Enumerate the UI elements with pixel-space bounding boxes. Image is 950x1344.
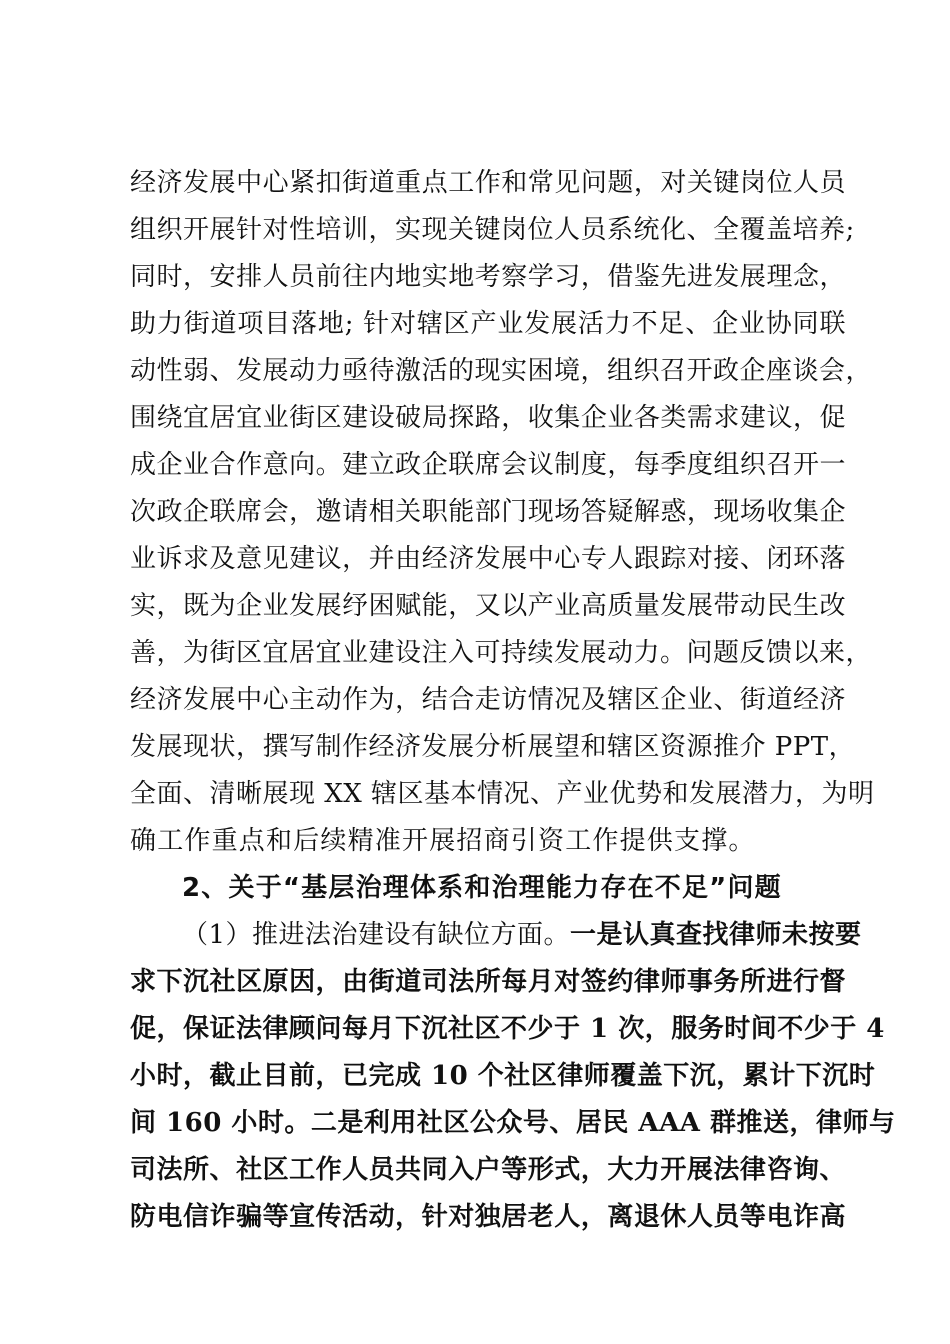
paragraph-line: 求下沉社区原因，由街道司法所每月对签约律师事务所进行督 xyxy=(130,967,846,997)
paragraph-line: 确工作重点和后续精准开展招商引资工作提供支撑。 xyxy=(130,826,756,856)
paragraph-line: 经济发展中心紧扣街道重点工作和常见问题，对关键岗位人员 xyxy=(130,168,846,198)
paragraph-line: 成企业合作意向。建立政企联席会议制度，每季度组织召开一 xyxy=(130,450,846,480)
paragraph-line: 善，为街区宜居宜业建设注入可持续发展动力。问题反馈以来， xyxy=(130,638,873,668)
paragraph-line: 全面、清晰展现 XX 辖区基本情况、产业优势和发展潜力，为明 xyxy=(130,779,875,809)
paragraph-line: 次政企联席会，邀请相关职能部门现场答疑解惑，现场收集企 xyxy=(130,497,846,527)
paragraph-line: 实，既为企业发展纾困赋能，又以产业高质量发展带动民生改 xyxy=(130,591,846,621)
paragraph-line: 小时，截止目前，已完成 10 个社区律师覆盖下沉，累计下沉时 xyxy=(130,1061,876,1091)
paragraph-line: 围绕宜居宜业街区建设破局探路，收集企业各类需求建议，促 xyxy=(130,403,846,433)
subsection-title: （1）推进法治建设有缺位方面。 xyxy=(182,920,571,950)
paragraph-line: 促，保证法律顾问每月下沉社区不少于 1 次，服务时间不少于 4 xyxy=(130,1014,885,1044)
paragraph-line: 动性弱、发展动力亟待激活的现实困境，组织召开政企座谈会， xyxy=(130,356,873,386)
subsection-first-line xyxy=(182,913,862,957)
paragraph-line: 发展现状，撰写制作经济发展分析展望和辖区资源推介 PPT， xyxy=(130,732,856,762)
paragraph-line: 同时，安排人员前往内地实地考察学习，借鉴先进发展理念， xyxy=(130,262,846,292)
paragraph-line: 助力街道项目落地; 针对辖区产业发展活力不足、企业协同联 xyxy=(130,309,846,339)
bold-text: 一是认真查找律师未按要 xyxy=(570,920,862,950)
paragraph-line: 经济发展中心主动作为，结合走访情况及辖区企业、街道经济 xyxy=(130,685,846,715)
paragraph-line: 防电信诈骗等宣传活动，针对独居老人，离退休人员等电诈高 xyxy=(130,1202,846,1232)
section-heading: 2、关于“基层治理体系和治理能力存在不足”问题 xyxy=(182,873,782,903)
paragraph-line: 业诉求及意见建议，并由经济发展中心专人跟踪对接、闭环落 xyxy=(130,544,846,574)
paragraph-line: 组织开展针对性培训，实现关键岗位人员系统化、全覆盖培养; xyxy=(130,215,855,245)
paragraph-line: 间 160 小时。二是利用社区公众号、居民 AAA 群推送，律师与 xyxy=(130,1108,896,1138)
paragraph-line: 司法所、社区工作人员共同入户等形式，大力开展法律咨询、 xyxy=(130,1155,846,1185)
